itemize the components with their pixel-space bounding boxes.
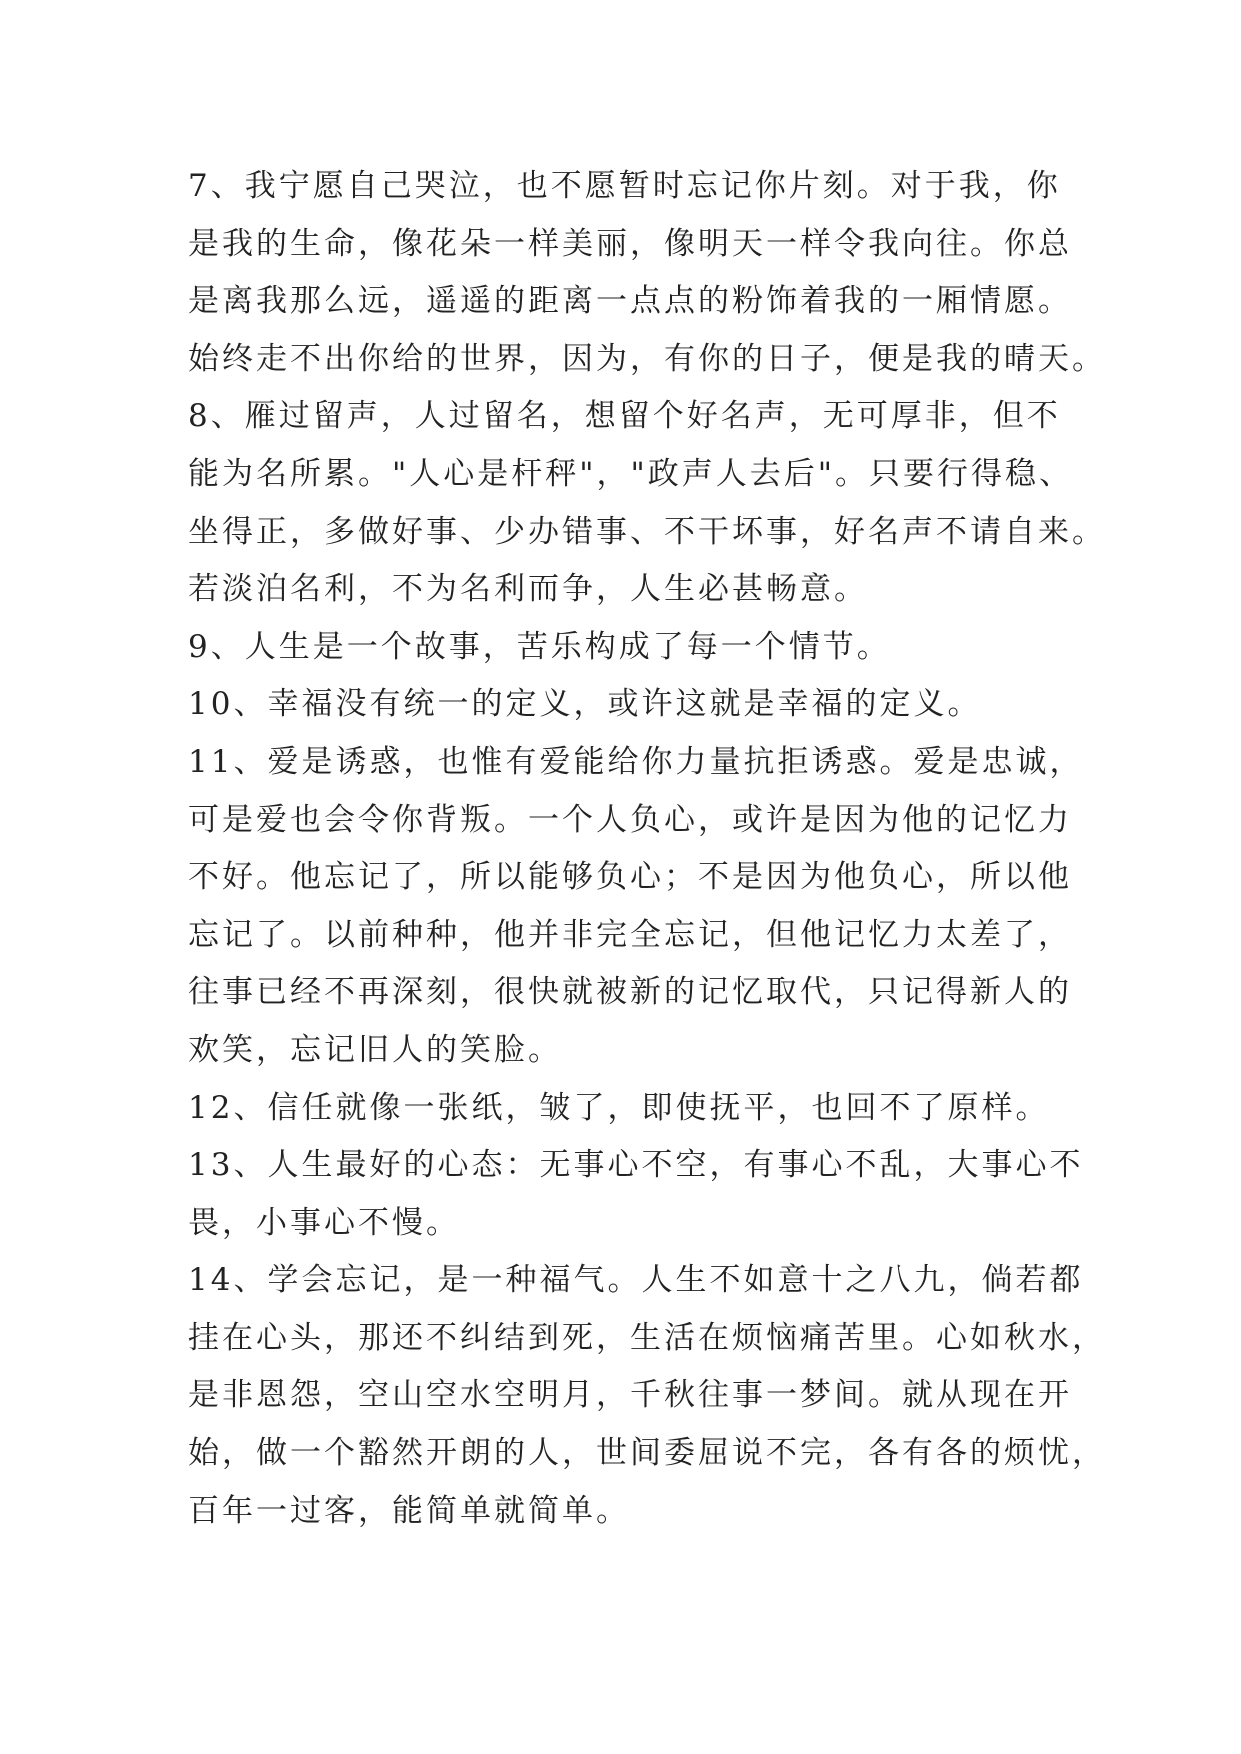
text-line: 是离我那么远，遥遥的距离一点点的粉饰着我的一厢情愿。	[188, 283, 1072, 320]
text-line: 可是爱也会令你背叛。一个人负心，或许是因为他的记忆力	[188, 801, 1072, 838]
text-line: 始终走不出你给的世界，因为，有你的日子，便是我的晴天。	[188, 340, 1106, 377]
text-line: 百年一过客，能简单就简单。	[188, 1492, 630, 1529]
document-body	[188, 158, 1106, 1540]
text-line: 是我的生命，像花朵一样美丽，像明天一样令我向往。你总	[188, 225, 1072, 262]
text-line: 挂在心头，那还不纠结到死，生活在烦恼痛苦里。心如秋水，	[188, 1319, 1106, 1356]
text-line: 不好。他忘记了，所以能够负心；不是因为他负心，所以他	[188, 859, 1072, 896]
text-line: 7、我宁愿自己哭泣，也不愿暂时忘记你片刻。对于我，你	[188, 168, 1061, 204]
text-line: 是非恩怨，空山空水空明月，千秋往事一梦间。就从现在开	[188, 1377, 1072, 1414]
text-line: 欢笑，忘记旧人的笑脸。	[188, 1031, 562, 1068]
text-line: 9、人生是一个故事，苦乐构成了每一个情节。	[188, 628, 891, 665]
text-line: 始，做一个豁然开朗的人，世间委屈说不完，各有各的烦忧，	[188, 1435, 1106, 1472]
text-line: 12、信任就像一张纸，皱了，即使抚平，也回不了原样。	[188, 1089, 1050, 1126]
text-line: 11、爱是诱惑，也惟有爱能给你力量抗拒诱惑。爱是忠诚，	[188, 743, 1084, 780]
text-line: 坐得正，多做好事、少办错事、不干坏事，好名声不请自来。	[188, 513, 1106, 550]
text-line: 往事已经不再深刻，很快就被新的记忆取代，只记得新人的	[188, 974, 1072, 1011]
text-line: 14、学会忘记，是一种福气。人生不如意十之八九，倘若都	[188, 1262, 1084, 1299]
text-line: 忘记了。以前种种，他并非完全忘记，但他记忆力太差了，	[188, 916, 1072, 953]
text-line: 若淡泊名利，不为名利而争，人生必甚畅意。	[188, 571, 868, 608]
text-line: 8、雁过留声，人过留名，想留个好名声，无可厚非，但不	[188, 398, 1061, 435]
text-line: 13、人生最好的心态：无事心不空，有事心不乱，大事心不	[188, 1147, 1084, 1184]
text-line: 畏，小事心不慢。	[188, 1204, 460, 1241]
text-line: 10、幸福没有统一的定义，或许这就是幸福的定义。	[188, 686, 982, 723]
text-line: 能为名所累。"人心是杆秤"，"政声人去后"。只要行得稳、	[188, 455, 1074, 492]
